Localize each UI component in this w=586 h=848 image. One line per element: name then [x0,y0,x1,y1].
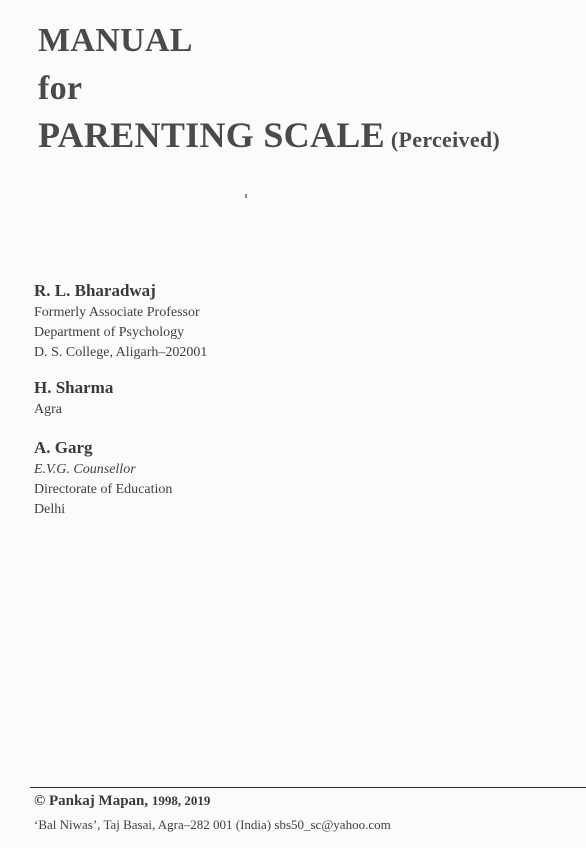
author-affiliation: Agra [34,402,62,417]
publication-years: 1998, 2019 [151,793,211,808]
author-affiliation: E.V.G. Counsellor [34,462,136,477]
author-affiliation: Directorate of Education [34,482,173,497]
author-name: R. L. Bharadwaj [34,281,156,300]
title-scale-name: PARENTING SCALE [38,115,385,155]
footer-divider [30,787,586,788]
author-affiliation: Formerly Associate Professor [34,305,200,320]
print-speck [245,194,247,198]
author-name: H. Sharma [34,378,114,397]
publisher-name: © Pankaj Mapan, [34,793,149,809]
title-line-for: for [38,70,83,107]
author-affiliation: D. S. College, Aligarh–202001 [34,345,208,360]
author-affiliation: Delhi [34,502,66,517]
author-block-garg [34,438,172,520]
publisher-address: ‘Bal Niwas’, Taj Basai, Agra–282 001 (India) sbs50_sc@yahoo.com [34,817,391,832]
copyright-line [34,793,210,810]
author-name: A. Garg [34,438,93,457]
title-line-manual: MANUAL [38,22,193,59]
author-affiliation: Department of Psychology [34,325,185,340]
title-subtitle: (Perceived) [390,127,501,152]
author-block-sharma [34,378,113,420]
title-line-scale [38,114,500,156]
author-block-bharadwaj [34,281,207,363]
